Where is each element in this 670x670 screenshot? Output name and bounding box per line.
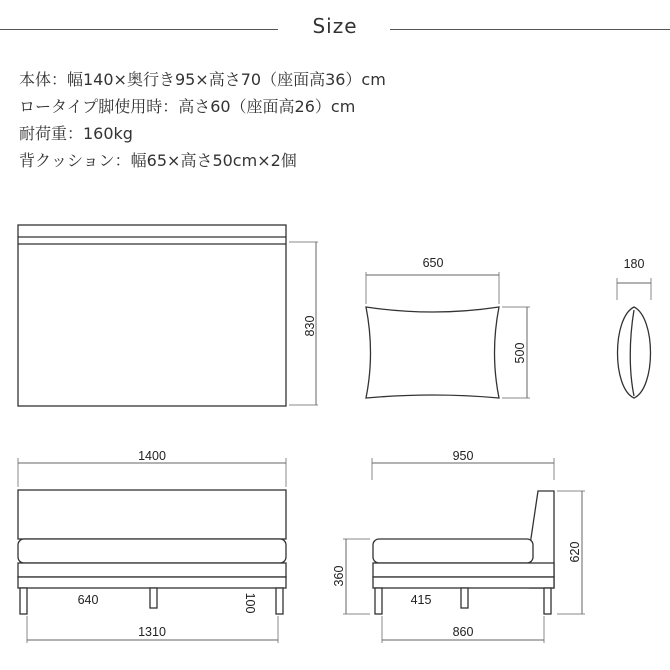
front-leg-height-label: 100 <box>243 592 257 614</box>
front-frame-upper <box>18 563 286 577</box>
cushion-height-label: 500 <box>513 342 527 364</box>
cushion-width-label: 650 <box>422 256 444 270</box>
top-view-body <box>18 225 286 406</box>
front-leg-span-label: 1310 <box>138 625 166 639</box>
cushion-thickness-label: 180 <box>623 257 645 271</box>
cushion-view <box>366 256 530 398</box>
side-leg-back <box>544 588 551 614</box>
side-seat-depth-label: 415 <box>410 593 432 607</box>
top-view <box>18 225 318 406</box>
spec-body-size: 本体：幅140×奥行き95×高さ70（座面高36）cm <box>19 70 386 89</box>
front-frame-lower <box>18 577 286 588</box>
spec-load-capacity: 耐荷重：160kg <box>19 124 133 143</box>
front-width-label: 1400 <box>138 449 166 463</box>
front-view <box>18 449 286 643</box>
side-leg-center <box>461 588 468 608</box>
front-leg-right <box>276 588 283 614</box>
front-seat-width-label: 640 <box>77 593 99 607</box>
side-view <box>332 449 585 643</box>
section-title: Size <box>312 14 358 38</box>
cushion-side-view <box>617 257 651 398</box>
front-leg-center <box>150 588 157 608</box>
side-frame-lower <box>373 577 554 588</box>
side-height-label: 620 <box>568 541 582 563</box>
spec-back-cushion: 背クッション：幅65×高さ50cm×2個 <box>19 151 297 170</box>
side-seat-height-label: 360 <box>332 565 346 587</box>
side-leg-span-label: 860 <box>452 625 474 639</box>
front-seat-cushion <box>18 539 286 563</box>
spec-low-leg: ロータイプ脚使用時：高さ60（座面高26）cm <box>19 97 356 116</box>
cushion-front <box>366 307 499 398</box>
side-frame-upper <box>373 563 554 577</box>
side-seat-cushion <box>373 539 533 563</box>
front-leg-left <box>20 588 27 614</box>
top-depth-label: 830 <box>303 315 317 337</box>
side-leg-front <box>375 588 382 614</box>
side-depth-label: 950 <box>452 449 474 463</box>
front-backrest <box>18 490 286 539</box>
